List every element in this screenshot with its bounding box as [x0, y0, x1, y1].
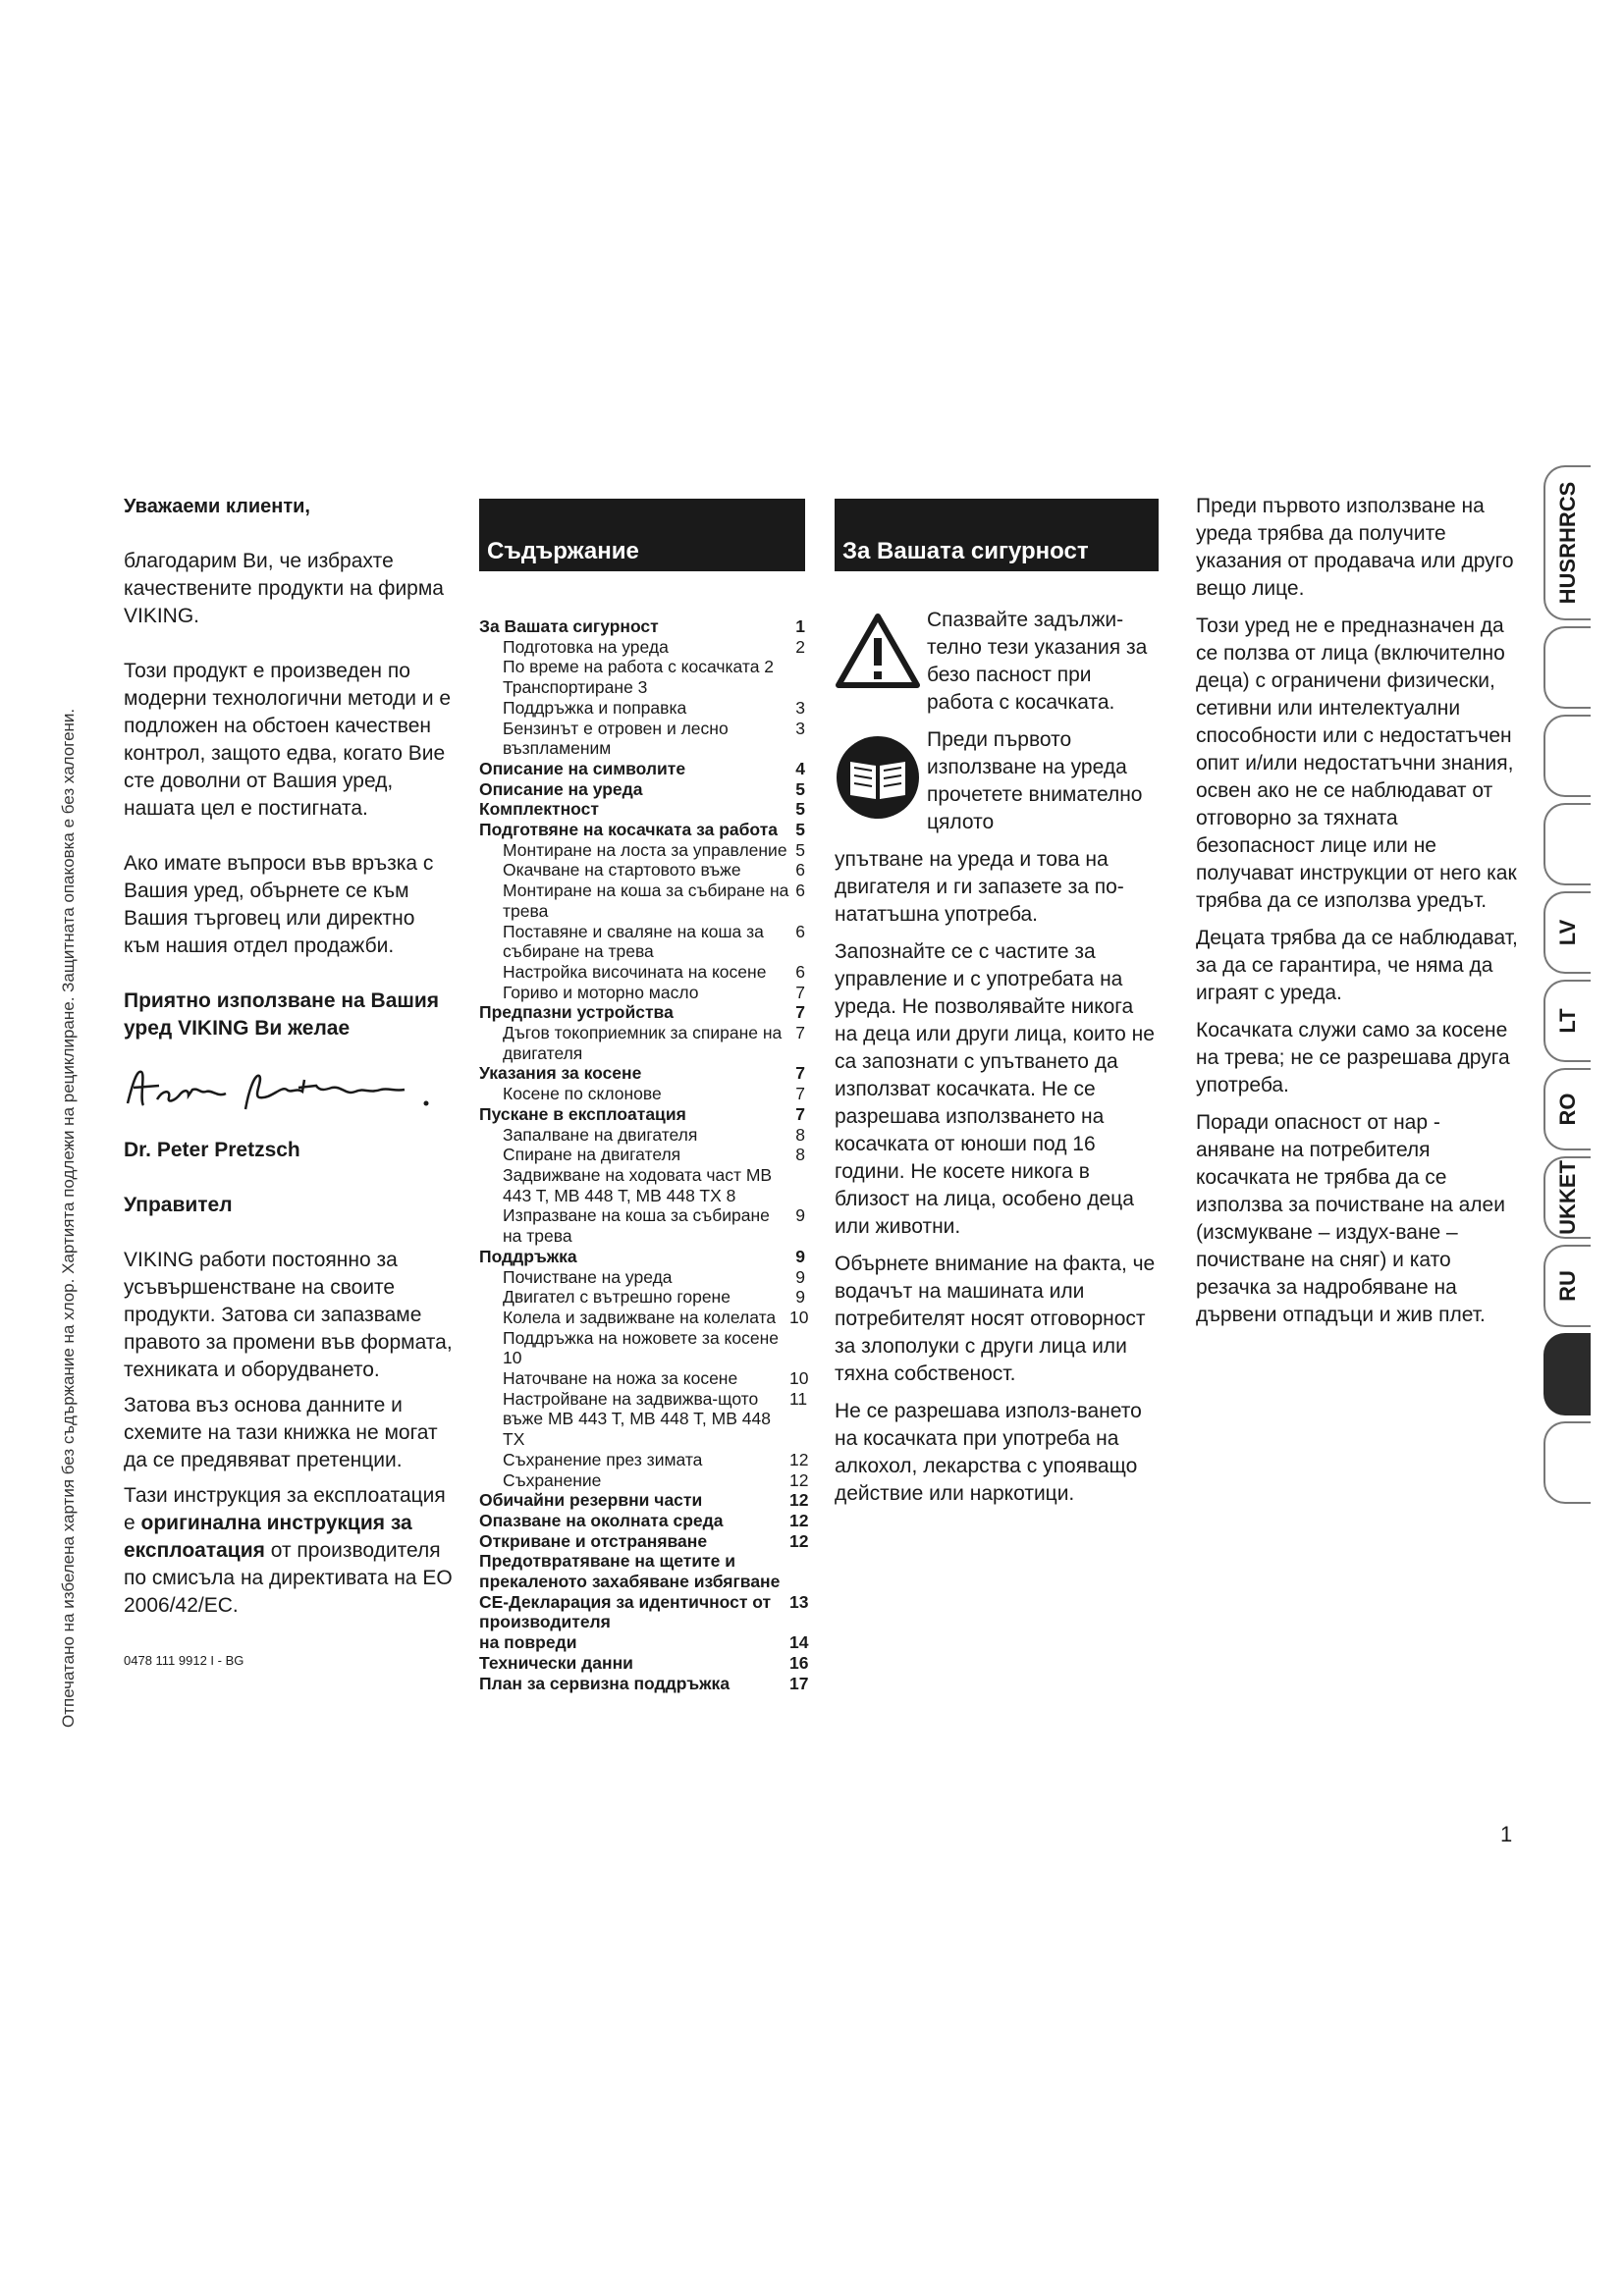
toc-entry [479, 637, 805, 658]
tab-label: LV [1555, 919, 1580, 946]
toc-entry-page: 2 [795, 636, 805, 657]
tab-label: LT [1555, 1008, 1580, 1034]
intro-column [124, 493, 453, 1675]
toc-column [479, 499, 809, 1693]
toc-list [479, 616, 809, 1693]
toc-entry [479, 799, 805, 820]
toc-entry-title: Монтиране на лоста за управление [503, 839, 787, 860]
toc-entry-page: 8 [795, 1145, 805, 1165]
toc-entry [479, 1247, 805, 1267]
toc-entry [479, 1307, 809, 1328]
toc-entry-title: Описание на уреда [479, 778, 643, 799]
tab-blank-4 [1543, 1421, 1591, 1504]
signer-name: Dr. Peter Pretzsch [124, 1139, 300, 1161]
warning-text-2: Преди първото използване на уреда прочетете внимателно цялото [927, 728, 1143, 833]
toc-entry-page: 1 [795, 616, 805, 636]
col4-paragraph-1: Преди първото използване на уреда трябва да получите указания от продавача или друго вещо лице. [1196, 495, 1514, 600]
toc-entry [479, 1673, 809, 1694]
toc-entry-title: Наточване на ножа за косене [503, 1368, 738, 1389]
intro-paragraph-3: Ако имате въпроси във връзка с Вашия уред, обърнете се към Вашия търговец или директно към нашия отдел продажби. [124, 852, 434, 957]
intro-paragraph-2: Този продукт е произведен по модерни технологични методи и е подложен на обстоен качествен контрол, защото едва, когато Вие сте доволни от Вашия уред, нашата цел е постигната. [124, 660, 452, 820]
toc-entry [479, 1510, 809, 1531]
toc-header: Съдържание [479, 499, 805, 571]
toc-entry-page: 12 [789, 1530, 809, 1551]
safety-paragraph-2: Запознайте се с частите за управление и с употребата на уреда. Не позволявайте никога на деца или други лица, които не са запознати с упътването да използват косачката. Не се разрешава използването на косачката от юноши под 16 години. Не косете никога в близост на лица, особено деца или животни. [835, 940, 1155, 1238]
p6-text-a: Тази инструкция за експлоатация е [124, 1484, 446, 1534]
toc-entry [479, 1368, 809, 1389]
tab-ro [1543, 1068, 1591, 1150]
toc-entry-page: 5 [795, 820, 805, 840]
toc-entry [479, 1328, 805, 1368]
intro-paragraph-5: Затова въз основа данните и схемите на тази книжка не могат да се предявяват претенции. [124, 1394, 438, 1471]
col4-paragraph-2: Този уред не е предназначен да се ползва от лица (включително деца) с ограничени физически, сетивни или интелектуални способности или с недостатъчен опит и/или недостатъчни знания, освен ако не се наблюдават от отговорно за тяхната безопасност лице или не получават инструкции от него как трябва да се използва уредът. [1196, 614, 1517, 912]
toc-entry-title: Поддръжка и поправка [503, 697, 687, 718]
toc-entry-page: 5 [795, 799, 805, 820]
toc-entry-title: Двигател с вътрешно горене [503, 1287, 731, 1308]
tab-blank-1 [1543, 626, 1591, 709]
tab-lt [1543, 980, 1591, 1062]
toc-entry [479, 1490, 809, 1511]
warning-block [835, 607, 1159, 836]
warning-triangle-icon [835, 613, 921, 689]
tab-label: HUSRHRCS [1555, 481, 1580, 605]
tab-blank-3 [1543, 803, 1591, 885]
p6-text-c: от производителя по смисъла на директивата на ЕО 2006/42/ЕС. [124, 1539, 453, 1617]
toc-entry-title: Подготвяне на косачката за работа [479, 820, 778, 840]
toc-entry [479, 779, 805, 800]
safety-paragraph-3: Обърнете внимание на факта, че водачът на машината или потребителят носят отговорност за злополуки с други лица или тяхна собственост. [835, 1253, 1156, 1385]
toc-entry-title: Косене по склонове [503, 1084, 662, 1104]
toc-entry-title: Гориво и моторно масло [503, 982, 699, 1002]
tab-ru [1543, 1245, 1591, 1327]
toc-entry [479, 1205, 805, 1246]
tab-bg-active [1543, 1333, 1591, 1415]
intro-paragraph-6 [124, 1482, 453, 1620]
toc-entry-page: 6 [795, 881, 805, 901]
signer-role: Управител [124, 1194, 233, 1216]
toc-entry [479, 860, 805, 881]
toc-entry [479, 616, 805, 637]
toc-entry-page: 12 [789, 1469, 809, 1490]
toc-entry-title: Запалване на двигателя [503, 1124, 698, 1145]
toc-entry-title: Откриване и отстраняване Предотвратяване на щетите и прекаленото захабяване избягване [479, 1530, 781, 1592]
toc-entry-title: Предпазни устройства [479, 1002, 674, 1023]
signature-image [124, 1060, 453, 1117]
toc-entry [479, 759, 805, 779]
toc-entry [479, 1388, 808, 1450]
toc-entry [479, 1063, 805, 1084]
document-code: 0478 111 9912 I - BG [124, 1653, 244, 1668]
toc-entry-page: 14 [789, 1632, 809, 1653]
toc-entry-title: Съхранение [503, 1469, 602, 1490]
toc-entry-page: 9 [795, 1266, 805, 1287]
toc-entry-title: Описание на символите [479, 758, 686, 778]
col4-paragraph-3: Децата трябва да се наблюдават, за да се гарантира, че няма да играят с уреда. [1196, 927, 1518, 1004]
tab-blank-2 [1543, 715, 1591, 797]
toc-entry [479, 983, 805, 1003]
toc-entry-page: 6 [795, 860, 805, 881]
toc-entry-page: 10 [789, 1368, 809, 1389]
toc-entry-title: Подготовка на уреда [503, 636, 669, 657]
tab-label: UKKET [1555, 1160, 1580, 1235]
toc-entry [479, 657, 805, 677]
read-manual-icon [835, 734, 921, 821]
toc-entry [479, 1652, 809, 1674]
toc-entry [479, 881, 805, 921]
toc-entry-page: 10 [789, 1307, 809, 1327]
toc-entry-title: Обичайни резервни части [479, 1490, 703, 1511]
toc-entry-title: Поддръжка на ножовете за косене 10 [503, 1327, 780, 1368]
toc-entry-title: Транспортиране 3 [503, 677, 648, 698]
toc-entry-page: 3 [795, 718, 805, 738]
toc-entry-title: Съхранение през зимата [503, 1449, 703, 1469]
toc-entry [479, 840, 805, 861]
toc-entry-title: За Вашата сигурност [479, 616, 659, 636]
toc-entry-page: 5 [795, 839, 805, 860]
toc-entry [479, 1002, 805, 1023]
toc-entry-page: 7 [795, 1063, 805, 1084]
toc-entry-page: 12 [789, 1490, 809, 1511]
toc-entry-title: Задвижване на ходовата част MB 443 T, MB 448 T, MB 448 TX 8 [503, 1164, 773, 1205]
language-tabs [1543, 465, 1591, 1510]
toc-entry [479, 962, 805, 983]
toc-entry [479, 1530, 809, 1592]
greeting: Уважаеми клиенти, [124, 496, 310, 517]
toc-entry-page: 13 [789, 1591, 809, 1612]
toc-entry-title: Комплектност [479, 799, 599, 820]
toc-entry-page: 6 [795, 921, 805, 941]
toc-entry [479, 1449, 809, 1470]
toc-entry-title: План за сервизна поддръжка [479, 1673, 731, 1693]
toc-entry [479, 1287, 805, 1308]
toc-entry [479, 1023, 805, 1063]
toc-entry [479, 922, 805, 962]
toc-entry-page: 12 [789, 1449, 809, 1469]
toc-entry-title: Настройване на задвижва-щото въже MB 443 T, MB 448 T, MB 448 TX [503, 1388, 771, 1450]
toc-entry-title: Поставяне и сваляне на коша за събиране на трева [503, 921, 764, 962]
toc-entry-page: 7 [795, 982, 805, 1002]
toc-entry [479, 698, 805, 719]
toc-entry-title: Технически данни [479, 1652, 633, 1673]
page-number: 1 [1500, 1822, 1513, 1846]
toc-entry-page: 6 [795, 961, 805, 982]
toc-entry-page: 3 [795, 697, 805, 718]
toc-entry-title: Спиране на двигателя [503, 1145, 681, 1165]
toc-entry-page: 9 [795, 1246, 805, 1266]
toc-entry-title: Бензинът е отровен и лесно възпламеним [503, 718, 729, 759]
toc-entry [479, 1084, 805, 1104]
toc-entry-page: 7 [795, 1084, 805, 1104]
tab-husrhrcs [1543, 465, 1591, 620]
side-recycling-note: Отпечатано на избелена хартия без съдържание на хлор. Хартията подлежи на рециклиране. Защитната опаковка е без халогени. [59, 708, 78, 1728]
toc-entry [479, 1469, 809, 1491]
toc-entry-page: 11 [789, 1388, 808, 1409]
toc-entry [479, 1125, 805, 1146]
wish-text: Приятно използване на Вашия уред VIKING Ви желае [124, 989, 440, 1040]
toc-entry-title: По време на работа с косачката 2 [503, 657, 775, 677]
safety-continued-column [1196, 493, 1520, 1339]
toc-entry-title: Указания за косене [479, 1063, 642, 1084]
tab-ukket [1543, 1156, 1591, 1239]
toc-entry-title: Настройка височината на косене [503, 961, 767, 982]
safety-paragraph-1: упътване на уреда и това на двигателя и ги запазете за по-нататъшна употреба. [835, 848, 1124, 926]
toc-entry [479, 1145, 805, 1165]
col4-paragraph-5: Поради опасност от нар - аняване на потребителя косачката не трябва да се използва за почистване на алеи (изсмукване – издух-ване – почистване на сняг) и като резачка за надробяване на дървени отпадъци и жив плет. [1196, 1111, 1505, 1326]
safety-column [835, 499, 1159, 1518]
toc-entry-title: Изпразване на коша за събиране на трева [503, 1205, 770, 1247]
tab-label: RU [1555, 1270, 1580, 1302]
toc-entry-title: Колела и задвижване на колелата [503, 1307, 777, 1327]
toc-entry-page: 5 [795, 778, 805, 799]
toc-entry [479, 1104, 805, 1125]
toc-entry [479, 1632, 809, 1653]
toc-entry-page [789, 1328, 805, 1368]
toc-entry-page: 8 [795, 1124, 805, 1145]
toc-entry-title: CE-Декларация за идентичност от производителя [479, 1591, 772, 1632]
toc-entry-page: 7 [795, 1103, 805, 1124]
col4-paragraph-4: Косачката служи само за косене на трева; не се разрешава друга употреба. [1196, 1019, 1510, 1096]
toc-entry-page: 17 [789, 1673, 809, 1693]
toc-entry-page: 4 [795, 758, 805, 778]
safety-paragraph-4: Не се разрешава използ-ването на косачката при употреба на алкохол, лекарства с упояващо действие или наркотици. [835, 1400, 1142, 1505]
toc-entry-page: 7 [795, 1002, 805, 1023]
toc-entry [479, 1267, 805, 1288]
toc-entry-page [789, 1165, 805, 1205]
toc-entry-page: 9 [795, 1205, 805, 1226]
tab-label: RO [1555, 1093, 1580, 1126]
toc-entry-title: Пускане в експлоатация [479, 1103, 686, 1124]
p6-text-bold: оригинална инструкция за експлоатация [124, 1512, 412, 1562]
toc-entry-page: 12 [789, 1510, 809, 1530]
toc-entry [479, 1165, 805, 1205]
safety-header: За Вашата сигурност [835, 499, 1159, 571]
toc-entry-page: 16 [789, 1652, 809, 1673]
toc-entry-title: Дъгов токоприемник за спиране на двигателя [503, 1023, 783, 1063]
toc-entry-title: Почистване на уреда [503, 1266, 673, 1287]
toc-entry [479, 719, 805, 759]
toc-entry-page [789, 657, 805, 677]
toc-entry-page: 9 [795, 1287, 805, 1308]
toc-entry [479, 820, 805, 840]
toc-entry-title: Окачване на стартовото въже [503, 860, 741, 881]
toc-entry-title: Опазване на околната среда [479, 1510, 724, 1530]
toc-entry-title: Монтиране на коша за събиране на трева [503, 881, 789, 921]
toc-entry [479, 677, 805, 698]
tab-lv [1543, 891, 1591, 974]
toc-entry-title: Поддръжка [479, 1246, 577, 1266]
toc-entry-title: на повреди [479, 1632, 577, 1653]
intro-paragraph-1: благодарим Ви, че избрахте качествените продукти на фирма VIKING. [124, 550, 444, 627]
toc-entry [479, 1591, 809, 1632]
toc-entry-page [789, 677, 805, 698]
warning-text-1: Спазвайте задължи-телно тези указания за безо пасност при работа с косачката. [927, 609, 1148, 714]
toc-entry-page: 7 [795, 1023, 805, 1043]
intro-paragraph-4: VIKING работи постоянно за усъвършенстване на своите продукти. Затова си запазваме правото за промени във формата, техниката и оборудването. [124, 1249, 453, 1381]
